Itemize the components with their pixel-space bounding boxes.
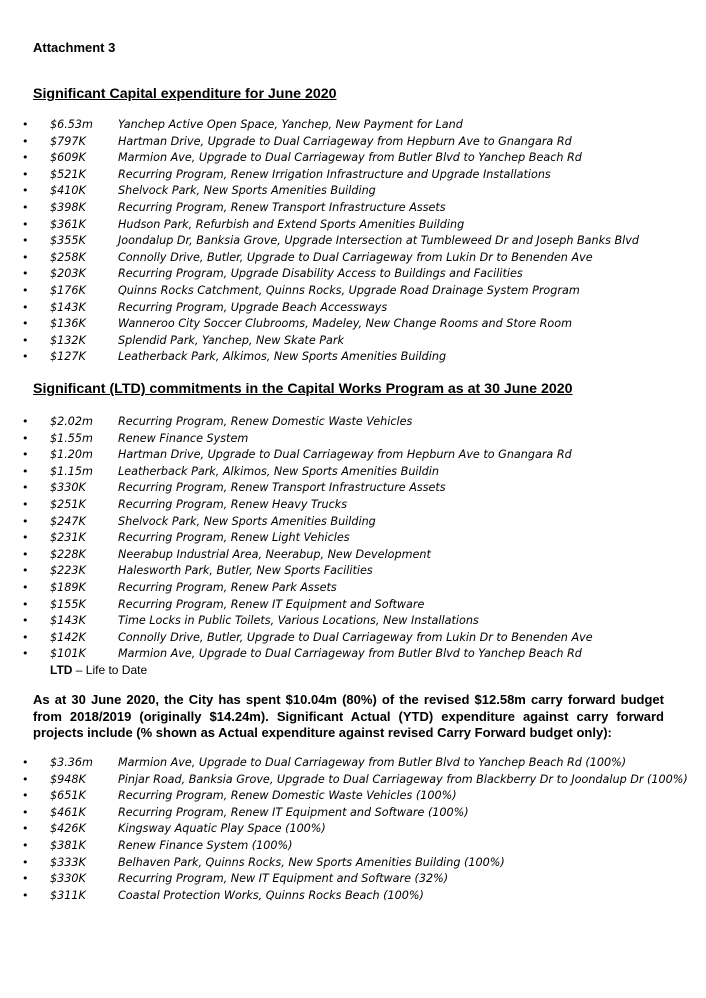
item-amount: $333K bbox=[50, 855, 86, 869]
item-amount: $189K bbox=[50, 580, 86, 594]
bullet-icon: • bbox=[22, 647, 29, 661]
item-amount: $143K bbox=[50, 614, 86, 628]
item-amount: $231K bbox=[50, 531, 86, 545]
item-description: Kingsway Aquatic Play Space (100%) bbox=[118, 822, 326, 836]
bullet-icon: • bbox=[22, 756, 29, 769]
item-amount: $258K bbox=[50, 250, 86, 264]
item-amount: $410K bbox=[50, 184, 86, 198]
item-amount: $155K bbox=[50, 597, 86, 611]
bullet-icon: • bbox=[22, 481, 29, 495]
bullet-icon: • bbox=[22, 250, 29, 264]
item-description: Wanneroo City Soccer Clubrooms, Madeley, New Change Rooms and Store Room bbox=[118, 317, 572, 331]
item-description: Connolly Drive, Butler, Upgrade to Dual Carriageway from Lukin Dr to Benenden Ave bbox=[118, 250, 593, 264]
bullet-icon: • bbox=[22, 564, 29, 578]
section2-heading: Significant (LTD) commitments in the Capital Works Program as at 30 June 2020 bbox=[33, 381, 573, 397]
bullet-icon: • bbox=[22, 217, 29, 231]
bullet-icon: • bbox=[22, 822, 29, 836]
item-description: Hudson Park, Refurbish and Extend Sports Amenities Building bbox=[118, 217, 465, 231]
bullet-icon: • bbox=[22, 283, 29, 297]
bullet-icon: • bbox=[22, 118, 29, 131]
bullet-icon: • bbox=[22, 855, 29, 869]
item-description: Recurring Program, Renew Domestic Waste Vehicles bbox=[118, 415, 413, 428]
bullet-icon: • bbox=[22, 630, 29, 644]
bullet-icon: • bbox=[22, 514, 29, 528]
item-description: Recurring Program, Renew IT Equipment and Software (100%) bbox=[118, 805, 469, 819]
item-description: Yanchep Active Open Space, Yanchep, New Payment for Land bbox=[118, 118, 463, 131]
bullet-icon: • bbox=[22, 805, 29, 819]
item-description: Recurring Program, Upgrade Disability Access to Buildings and Facilities bbox=[118, 267, 523, 281]
bullet-icon: • bbox=[22, 531, 29, 545]
item-description: Recurring Program, Renew Transport Infrastructure Assets bbox=[118, 481, 446, 495]
item-description: Recurring Program, Renew Light Vehicles bbox=[118, 531, 350, 545]
item-description: Connolly Drive, Butler, Upgrade to Dual Carriageway from Lukin Dr to Benenden Ave bbox=[118, 630, 593, 644]
bullet-icon: • bbox=[22, 448, 29, 462]
bullet-icon: • bbox=[22, 464, 29, 478]
item-amount: $101K bbox=[50, 647, 86, 661]
bullet-icon: • bbox=[22, 547, 29, 561]
item-amount: $127K bbox=[50, 350, 86, 364]
item-amount: $251K bbox=[50, 497, 86, 511]
bullet-icon: • bbox=[22, 580, 29, 594]
item-amount: $361K bbox=[50, 217, 86, 231]
item-amount: $311K bbox=[50, 888, 86, 902]
bullet-icon: • bbox=[22, 614, 29, 628]
item-amount: $381K bbox=[50, 838, 86, 852]
ltd-definition: – Life to Date bbox=[72, 663, 148, 677]
item-amount: $228K bbox=[50, 547, 86, 561]
item-amount: $461K bbox=[50, 805, 86, 819]
bullet-icon: • bbox=[22, 350, 29, 364]
item-description: Recurring Program, Renew Transport Infrastructure Assets bbox=[118, 200, 446, 214]
bullet-icon: • bbox=[22, 497, 29, 511]
attachment-label: Attachment 3 bbox=[33, 40, 116, 55]
item-amount: $948K bbox=[50, 772, 86, 786]
bullet-icon: • bbox=[22, 789, 29, 803]
item-amount: $426K bbox=[50, 822, 86, 836]
item-amount: $330K bbox=[50, 481, 86, 495]
item-description: Splendid Park, Yanchep, New Skate Park bbox=[118, 333, 344, 347]
bullet-icon: • bbox=[22, 200, 29, 214]
item-description: Hartman Drive, Upgrade to Dual Carriageway from Hepburn Ave to Gnangara Rd bbox=[118, 448, 572, 462]
item-amount: $1.20m bbox=[50, 448, 93, 462]
bullet-icon: • bbox=[22, 134, 29, 148]
bullet-icon: • bbox=[22, 838, 29, 852]
item-description: Marmion Ave, Upgrade to Dual Carriageway from Butler Blvd to Yanchep Beach Rd bbox=[118, 647, 582, 661]
item-description: Pinjar Road, Banksia Grove, Upgrade to Dual Carriageway from Blackberry Dr to Joondalup Dr (100%) bbox=[118, 772, 688, 786]
item-description: Recurring Program, Renew Heavy Trucks bbox=[118, 497, 348, 511]
carry-forward-paragraph: As at 30 June 2020, the City has spent $10.04m (80%) of the revised $12.58m carry forward budget from 2018/2019 (originally $14.24m). Significant Actual (YTD) expenditure against carry forward projects include (% shown as Actual expenditure against revised Carry Forward budget only): bbox=[33, 692, 664, 740]
item-description: Recurring Program, Renew Park Assets bbox=[118, 580, 337, 594]
ltd-footnote bbox=[50, 663, 147, 677]
item-amount: $176K bbox=[50, 283, 86, 297]
section1-heading: Significant Capital expenditure for June 2020 bbox=[33, 86, 337, 102]
item-amount: $355K bbox=[50, 234, 86, 248]
item-description: Shelvock Park, New Sports Amenities Building bbox=[118, 184, 376, 198]
bullet-icon: • bbox=[22, 872, 29, 886]
item-amount: $136K bbox=[50, 317, 86, 331]
bullet-icon: • bbox=[22, 888, 29, 902]
item-amount: $398K bbox=[50, 200, 86, 214]
item-amount: $6.53m bbox=[50, 118, 93, 131]
item-description: Joondalup Dr, Banksia Grove, Upgrade Intersection at Tumbleweed Dr and Joseph Banks Blvd bbox=[118, 234, 639, 248]
item-amount: $330K bbox=[50, 872, 86, 886]
item-amount: $3.36m bbox=[50, 756, 93, 769]
item-description: Leatherback Park, Alkimos, New Sports Amenities Building bbox=[118, 350, 447, 364]
bullet-icon: • bbox=[22, 184, 29, 198]
item-amount: $203K bbox=[50, 267, 86, 281]
bullet-icon: • bbox=[22, 431, 29, 445]
item-description: Leatherback Park, Alkimos, New Sports Amenities Buildin bbox=[118, 464, 439, 478]
item-amount: $521K bbox=[50, 167, 86, 181]
bullet-icon: • bbox=[22, 167, 29, 181]
item-description: Marmion Ave, Upgrade to Dual Carriageway from Butler Blvd to Yanchep Beach Rd bbox=[118, 151, 582, 165]
item-description: Renew Finance System bbox=[118, 431, 249, 445]
item-amount: $142K bbox=[50, 630, 86, 644]
item-description: Quinns Rocks Catchment, Quinns Rocks, Upgrade Road Drainage System Program bbox=[118, 283, 580, 297]
bullet-icon: • bbox=[22, 597, 29, 611]
item-amount: $609K bbox=[50, 151, 86, 165]
bullet-icon: • bbox=[22, 267, 29, 281]
item-description: Shelvock Park, New Sports Amenities Building bbox=[118, 514, 376, 528]
bullet-icon: • bbox=[22, 234, 29, 248]
item-description: Hartman Drive, Upgrade to Dual Carriageway from Hepburn Ave to Gnangara Rd bbox=[118, 134, 572, 148]
item-description: Recurring Program, New IT Equipment and Software (32%) bbox=[118, 872, 449, 886]
item-description: Coastal Protection Works, Quinns Rocks Beach (100%) bbox=[118, 888, 424, 902]
bullet-icon: • bbox=[22, 415, 29, 428]
ltd-abbrev: LTD bbox=[50, 663, 73, 677]
bullet-icon: • bbox=[22, 317, 29, 331]
item-description: Recurring Program, Upgrade Beach Accessways bbox=[118, 300, 388, 314]
item-amount: $797K bbox=[50, 134, 86, 148]
item-amount: $1.55m bbox=[50, 431, 93, 445]
item-amount: $247K bbox=[50, 514, 86, 528]
item-amount: $223K bbox=[50, 564, 86, 578]
item-amount: $651K bbox=[50, 789, 86, 803]
item-amount: $143K bbox=[50, 300, 86, 314]
bullet-icon: • bbox=[22, 772, 29, 786]
bullet-icon: • bbox=[22, 151, 29, 165]
item-description: Recurring Program, Renew Domestic Waste Vehicles (100%) bbox=[118, 789, 457, 803]
item-description: Neerabup Industrial Area, Neerabup, New Development bbox=[118, 547, 431, 561]
item-description: Recurring Program, Renew Irrigation Infrastructure and Upgrade Installations bbox=[118, 167, 551, 181]
item-description: Belhaven Park, Quinns Rocks, New Sports Amenities Building (100%) bbox=[118, 855, 505, 869]
item-description: Halesworth Park, Butler, New Sports Facilities bbox=[118, 564, 373, 578]
item-description: Marmion Ave, Upgrade to Dual Carriageway from Butler Blvd to Yanchep Beach Rd (100%) bbox=[118, 756, 627, 769]
bullet-icon: • bbox=[22, 300, 29, 314]
item-description: Recurring Program, Renew IT Equipment and Software bbox=[118, 597, 425, 611]
bullet-icon: • bbox=[22, 333, 29, 347]
item-amount: $1.15m bbox=[50, 464, 93, 478]
item-description: Time Locks in Public Toilets, Various Locations, New Installations bbox=[118, 614, 479, 628]
item-amount: $2.02m bbox=[50, 415, 93, 428]
item-description: Renew Finance System (100%) bbox=[118, 838, 293, 852]
item-amount: $132K bbox=[50, 333, 86, 347]
